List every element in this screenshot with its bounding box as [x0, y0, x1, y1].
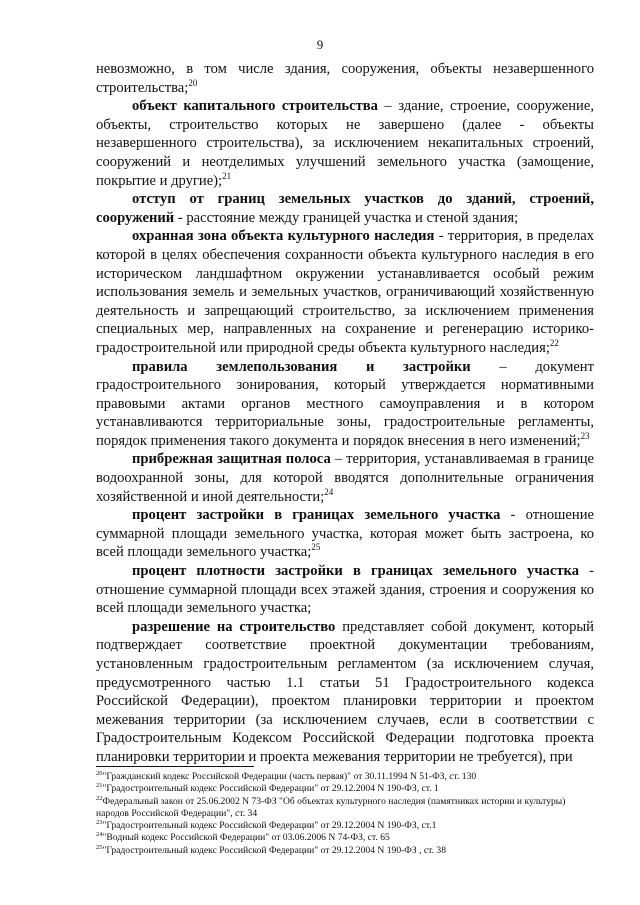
- footnote-number: 20: [96, 770, 103, 777]
- footnote: [96, 783, 594, 795]
- definition-text: - отношение суммарной площади всех этажей здания, строения и сооружения ко всей площади земельного участка;: [96, 563, 594, 617]
- paragraph-text: невозможно, в том числе здания, сооружения, объекты незавершенного строительства;: [96, 61, 594, 96]
- defined-term: процент застройки в границах земельного участка: [132, 507, 501, 524]
- definition-paragraph: [96, 190, 594, 227]
- definition-text: – документ градостроительного зонирования, который утверждается нормативными правовыми актами органов местного самоуправления и в котором устанавливаются территориальные зоны, градостроительные регламенты, порядок применения такого документа и порядок внесения в него изменений;: [96, 358, 594, 449]
- defined-term: объект капитального строительства: [132, 98, 378, 115]
- footnote: [96, 820, 594, 832]
- footnote-text: "Гражданский кодекс Российской Федерации (часть первая)" от 30.11.1994 N 51-ФЗ, ст. 130: [102, 771, 477, 782]
- defined-term: охранная зона объекта культурного наследия: [132, 228, 435, 245]
- definition-paragraph: [96, 506, 594, 562]
- definition-text: – территория, устанавливаемая в границе водоохранной зоны, для которой вводятся дополнительные ограничения хозяйственной и иной деятельности;: [96, 451, 594, 505]
- definition-text: - отношение суммарной площади земельного участка, которая может быть застроена, ко всей площади земельного участка;: [96, 507, 594, 561]
- definition-paragraph: [96, 562, 594, 618]
- footnote-text: "Градостроительный кодекс Российской Федерации" от 29.12.2004 N 190-ФЗ, ст.1: [102, 820, 437, 832]
- definition-paragraph: [96, 450, 594, 506]
- definition-text: – здание, строение, сооружение, объекты, строительство которых не завершено (далее - объекты незавершенного строительства), за исключением некапитальных строений, сооружений и неотделимых улучшений земельного участка (замощение, покрытие и другие);: [96, 98, 594, 189]
- defined-term: прибрежная защитная полоса: [132, 451, 331, 468]
- footnote-ref: 24: [324, 486, 334, 497]
- footnote-ref: 23: [580, 430, 590, 441]
- footnote-number: 23: [96, 819, 103, 827]
- definition-paragraph: [96, 227, 594, 357]
- defined-term: разрешение на строительство: [132, 618, 336, 635]
- footnote-number: 25: [96, 843, 103, 851]
- footnote-number: 24: [96, 831, 103, 839]
- defined-term: процент плотности застройки в границах земельного участка: [132, 563, 579, 580]
- footnote-text: Федеральный закон от 25.06.2002 N 73-ФЗ "Об объектах культурного наследия (памятниках истории и культуры) народов Российской Федерации", ст. 34: [96, 795, 566, 819]
- definition-paragraph: [96, 618, 594, 767]
- footnote-text: "Градостроительный кодекс Российской Федерации" от 29.12.2004 N 190-ФЗ, ст. 1: [102, 783, 439, 795]
- footnotes: [96, 771, 594, 857]
- footnote: [96, 845, 594, 857]
- footnote-number: 22: [96, 794, 103, 802]
- footnote-separator: [96, 766, 254, 767]
- definition-paragraph: [96, 97, 594, 190]
- footnote-ref: 20: [188, 77, 198, 88]
- defined-term: отступ от границ земельных участков до зданий, строений, сооружений: [96, 191, 594, 226]
- defined-term: правила землепользования и застройки: [132, 358, 471, 375]
- paragraph-continuation: [96, 60, 594, 97]
- definition-text: - территория, в пределах которой в целях обеспечения сохранности объекта культурного наследия в его историческом ландшафтном окружении устанавливается особый режим использования земель и земельных участков, ограничивающий хозяйственную деятельность и запрещающий строительство, за исключением применения специальных мер, направленных на сохранение и регенерацию историко-градостроительной или природной среды объекта культурного наследия;: [96, 228, 594, 356]
- footnote: [96, 832, 594, 844]
- definition-text: - расстояние между границей участка и стеной здания;: [174, 209, 519, 226]
- page-number: 9: [316, 37, 324, 52]
- footnote: [96, 796, 594, 821]
- footnote-text: "Градостроительный кодекс Российской Федерации" от 29.12.2004 N 190-ФЗ , ст. 38: [102, 844, 447, 856]
- footnote-ref: 21: [222, 170, 232, 181]
- footnote-ref: 22: [549, 337, 559, 348]
- definition-paragraph: [96, 358, 594, 451]
- footnote-number: 21: [96, 782, 103, 790]
- footnote-text: "Водный кодекс Российской Федерации" от 03.06.2006 N 74-ФЗ, ст. 65: [102, 832, 390, 844]
- footnote-ref: 25: [311, 542, 321, 553]
- document-body: [96, 60, 594, 767]
- footnote: [96, 771, 594, 783]
- definition-text: представляет собой документ, который подтверждает соответствие проектной документации требованиям, установленным градостроительным регламентом (за исключением случая, предусмотренного частью 1.1 статьи 51 Градостроительного кодекса Российской Федерации), проектом планировки территории и проектом межевания территории (за исключением случаев, если в соответствии с Градостроительным Кодексом Российской Федерации подготовка проекта планировки территории и проекта межевания территории не требуется), при: [96, 618, 594, 765]
